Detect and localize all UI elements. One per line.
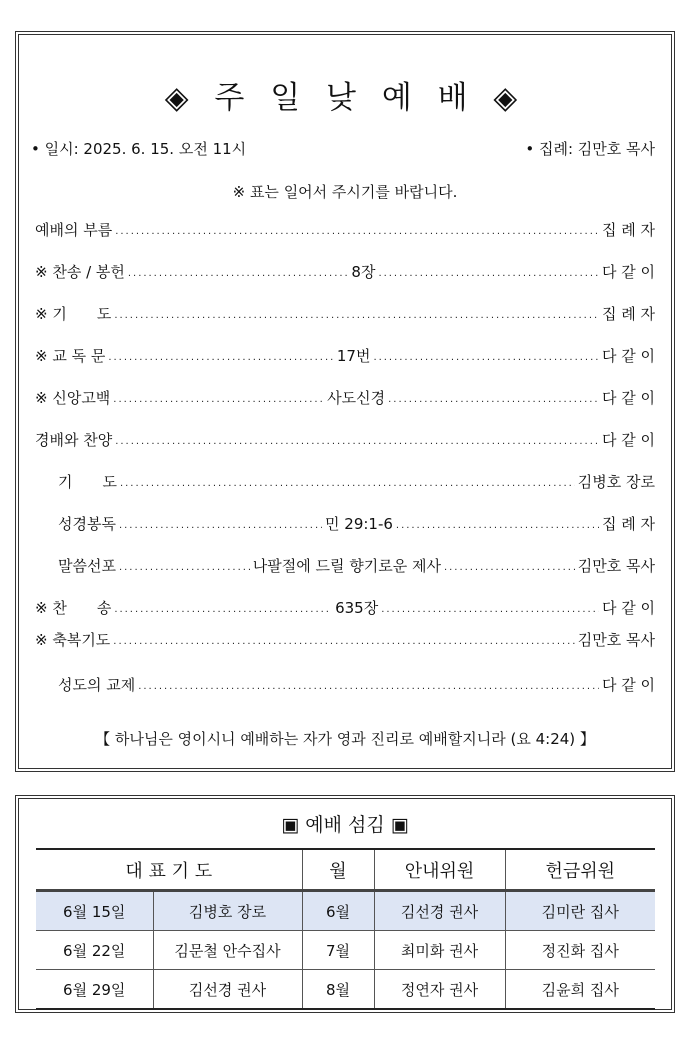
leader-dots [114,304,599,322]
order-item [35,427,655,451]
order-item-leader: 김병호 장로 [577,472,655,491]
leader-dots [120,472,575,490]
order-item-detail: 사도신경 [327,388,386,407]
order-item-label: 성경봉독 [58,514,116,533]
leader-dots [113,630,574,648]
leader-dots [444,556,575,574]
duty-usher: 최미화 권사 [374,931,505,970]
leader-dots [396,514,599,532]
order-item-leader: 다 같 이 [601,598,655,617]
duty-prayer: 김문철 안수집사 [153,931,302,970]
header-month: 월 [302,849,374,891]
duty-header-row [36,849,655,891]
order-item [35,385,655,409]
order-item-leader: 집 례 자 [601,304,655,323]
leader-dots [373,346,599,364]
duty-offering: 김윤희 집사 [505,970,655,1010]
order-item [35,217,655,241]
order-item-label: ※ 찬 송 [35,598,112,617]
duty-date: 6월 15일 [36,891,153,931]
order-item [58,511,655,535]
order-item-label: ※ 축복기도 [35,630,111,649]
duty-usher: 정연자 권사 [374,970,505,1010]
order-item-label: 성도의 교제 [58,675,136,694]
duty-date: 6월 29일 [36,970,153,1010]
order-item-leader: 다 같 이 [601,388,655,407]
header-offering: 헌금위원 [505,849,655,891]
order-item-detail: 나팔절에 드릴 향기로운 제사 [252,556,441,575]
order-item [58,553,655,577]
duty-title: ▣ 예배 섬김 ▣ [281,814,409,836]
order-item-detail: 8장 [351,262,376,281]
leader-dots [119,556,250,574]
leader-dots [378,262,599,280]
order-item-label: ※ 신앙고백 [35,388,111,407]
order-item-detail: 민 29:1-6 [325,514,393,533]
service-presider: • 집례: 김만호 목사 [525,140,655,158]
order-item-label: ※ 기 도 [35,304,112,323]
leader-dots [108,346,334,364]
order-item-label: 경배와 찬양 [35,430,113,449]
page-title: ◈ 주 일 낮 예 배 ◈ [164,80,526,116]
order-item-leader: 집 례 자 [601,514,655,533]
order-item-label: ※ 찬송 / 봉헌 [35,262,125,281]
order-item [35,343,655,367]
table-row [36,891,655,931]
table-row [36,970,655,1010]
duty-offering: 김미란 집사 [505,891,655,931]
leader-dots [381,598,599,616]
order-item-leader: 김만호 목사 [577,556,655,575]
header-prayer: 대 표 기 도 [36,849,302,891]
duty-table [36,848,655,1010]
standing-notice: ※ 표는 일어서 주시기를 바랍니다. [232,183,458,201]
order-item [58,469,655,493]
leader-dots [115,220,599,238]
table-row [36,931,655,970]
leader-dots [138,675,599,693]
duty-month: 7월 [302,931,374,970]
order-item-label: 예배의 부름 [35,220,113,239]
order-item-leader: 집 례 자 [601,220,655,239]
duty-month: 6월 [302,891,374,931]
order-item-leader: 다 같 이 [601,675,655,694]
header-usher: 안내위원 [374,849,505,891]
order-item [35,301,655,325]
order-item [35,627,655,651]
order-item-leader: 김만호 목사 [577,630,655,649]
duty-offering: 정진화 집사 [505,931,655,970]
order-item-leader: 다 같 이 [601,430,655,449]
service-date: • 일시: 2025. 6. 15. 오전 11시 [31,140,247,158]
leader-dots [113,388,324,406]
order-item-detail: 635장 [335,598,379,617]
order-item-leader: 다 같 이 [601,262,655,281]
duty-month: 8월 [302,970,374,1010]
order-item-label: 기 도 [58,472,117,491]
duty-usher: 김선경 권사 [374,891,505,931]
order-item-label: ※ 교 독 문 [35,346,106,365]
order-item [35,595,655,619]
leader-dots [119,514,322,532]
duty-date: 6월 22일 [36,931,153,970]
leader-dots [114,598,332,616]
leader-dots [388,388,599,406]
duty-prayer: 김병호 장로 [153,891,302,931]
scripture-verse: 【 하나님은 영이시니 예배하는 자가 영과 진리로 예배할지니라 (요 4:24) 】 [95,730,595,748]
order-item [58,672,655,696]
order-item-detail: 17번 [336,346,371,365]
order-item-label: 말씀선포 [58,556,116,575]
order-item [35,259,655,283]
leader-dots [115,430,599,448]
duty-prayer: 김선경 권사 [153,970,302,1010]
order-item-leader: 다 같 이 [601,346,655,365]
leader-dots [128,262,349,280]
